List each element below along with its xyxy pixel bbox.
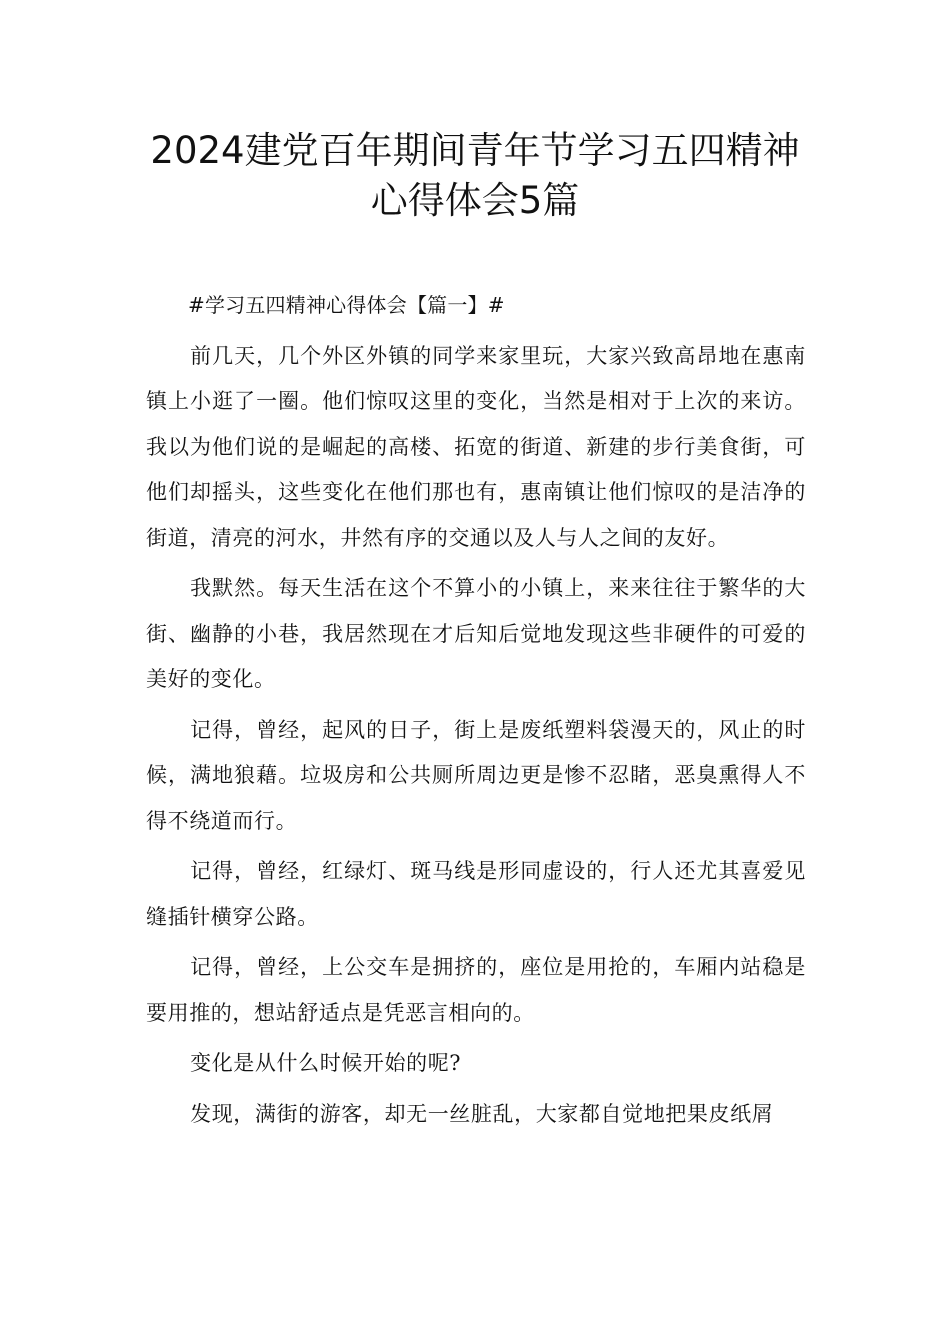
document-body [146, 283, 806, 1142]
paragraph: 记得，曾经，红绿灯、斑马线是形同虚设的，行人还尤其喜爱见缝插针横穿公路。 [146, 859, 806, 929]
title-line-2: 心得体会5篇 [370, 179, 580, 222]
paragraph: 变化是从什么时候开始的呢? [190, 1051, 462, 1075]
title-line-1: 2024建党百年期间青年节学习五四精神 [150, 129, 800, 172]
paragraph: 发现，满街的游客，却无一丝脏乱，大家都自觉地把果皮纸屑 [190, 1101, 774, 1126]
paragraph: 记得，曾经，上公交车是拥挤的，座位是用抢的，车厢内站稳是要用推的，想站舒适点是凭恶言相向的。 [146, 955, 806, 1025]
document-title [100, 126, 850, 226]
paragraph: 我默然。每天生活在这个不算小的小镇上，来来往往于繁华的大街、幽静的小巷，我居然现在才后知后觉地发现这些非硬件的可爱的美好的变化。 [146, 576, 806, 691]
paragraph: 记得，曾经，起风的日子，街上是废纸塑料袋漫天的，风止的时候，满地狼藉。垃圾房和公共厕所周边更是惨不忍睹，恶臭熏得人不得不绕道而行。 [146, 717, 806, 833]
section-heading: #学习五四精神心得体会【篇一】# [188, 293, 505, 317]
paragraph: 前几天，几个外区外镇的同学来家里玩，大家兴致高昂地在惠南镇上小逛了一圈。他们惊叹这里的变化，当然是相对于上次的来访。我以为他们说的是崛起的高楼、拓宽的街道、新建的步行美食街，可他们却摇头，这些变化在他们那也有，惠南镇让他们惊叹的是洁净的街道，清亮的河水，井然有序的交通以及人与人之间的友好。 [146, 343, 806, 550]
